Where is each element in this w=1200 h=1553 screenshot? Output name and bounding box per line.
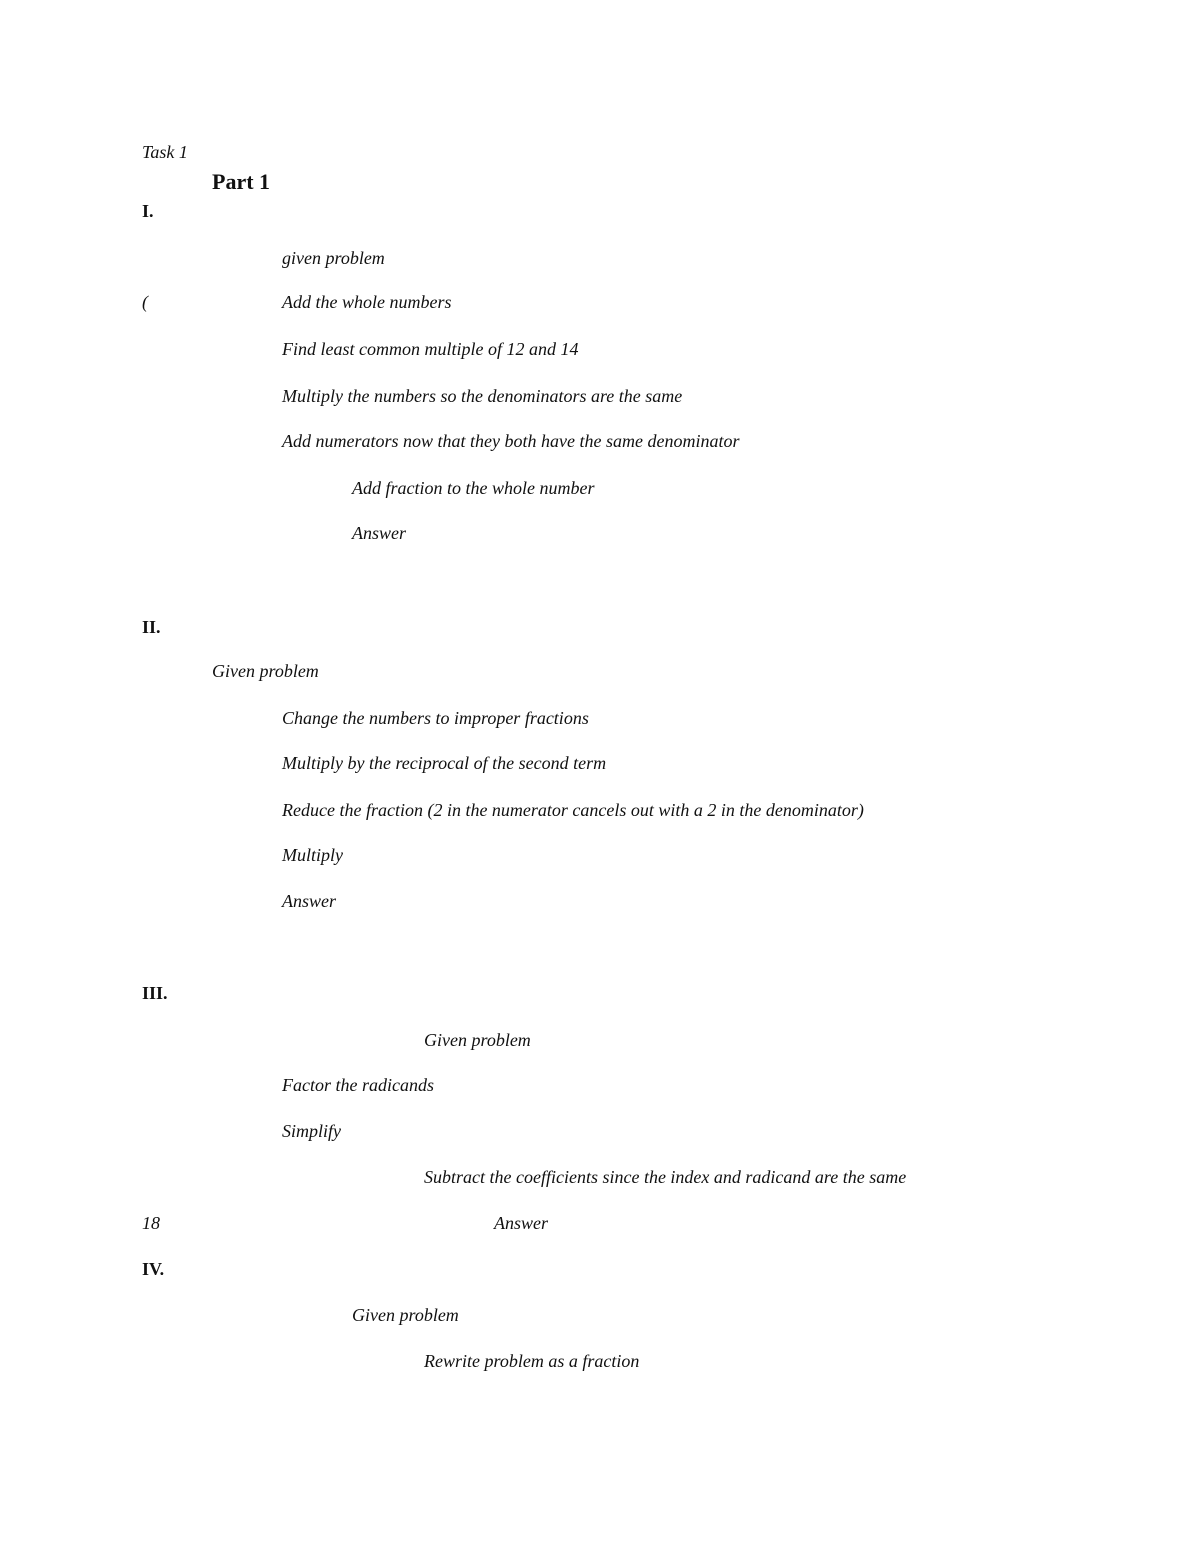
section-numeral: IV. xyxy=(142,1259,165,1279)
step-line: Add the whole numbers xyxy=(282,292,452,312)
step-line: Given problem xyxy=(352,1305,459,1325)
step-line: Given problem xyxy=(424,1030,531,1050)
step-line: Multiply by the reciprocal of the second term xyxy=(282,753,607,773)
task-title: Task 1 xyxy=(142,142,188,162)
step-line: Find least common multiple of 12 and 14 xyxy=(282,339,579,359)
step-line: Subtract the coefficients since the index and radicand are the same xyxy=(424,1167,907,1187)
step-line: Rewrite problem as a fraction xyxy=(424,1351,640,1371)
step-line: Change the numbers to improper fractions xyxy=(282,708,589,728)
step-line: Reduce the fraction (2 in the numerator cancels out with a 2 in the denominator) xyxy=(282,800,864,820)
step-line: given problem xyxy=(282,248,385,268)
step-line: Multiply xyxy=(282,845,343,865)
step-line: ( xyxy=(142,292,148,312)
step-line: Simplify xyxy=(282,1121,341,1141)
section-numeral: III. xyxy=(142,983,168,1003)
step-line: Answer xyxy=(282,891,336,911)
step-line: Add fraction to the whole number xyxy=(352,478,595,498)
section-numeral: I. xyxy=(142,201,154,221)
step-line: Factor the radicands xyxy=(282,1075,434,1095)
section-numeral: II. xyxy=(142,617,161,637)
step-line: Answer xyxy=(352,523,406,543)
step-line: Given problem xyxy=(212,661,319,681)
step-line: Multiply the numbers so the denominators are the same xyxy=(282,386,683,406)
step-line: Add numerators now that they both have the same denominator xyxy=(282,431,740,451)
part-title: Part 1 xyxy=(212,169,271,194)
step-line: Answer xyxy=(494,1213,548,1233)
step-line: 18 xyxy=(142,1213,160,1233)
